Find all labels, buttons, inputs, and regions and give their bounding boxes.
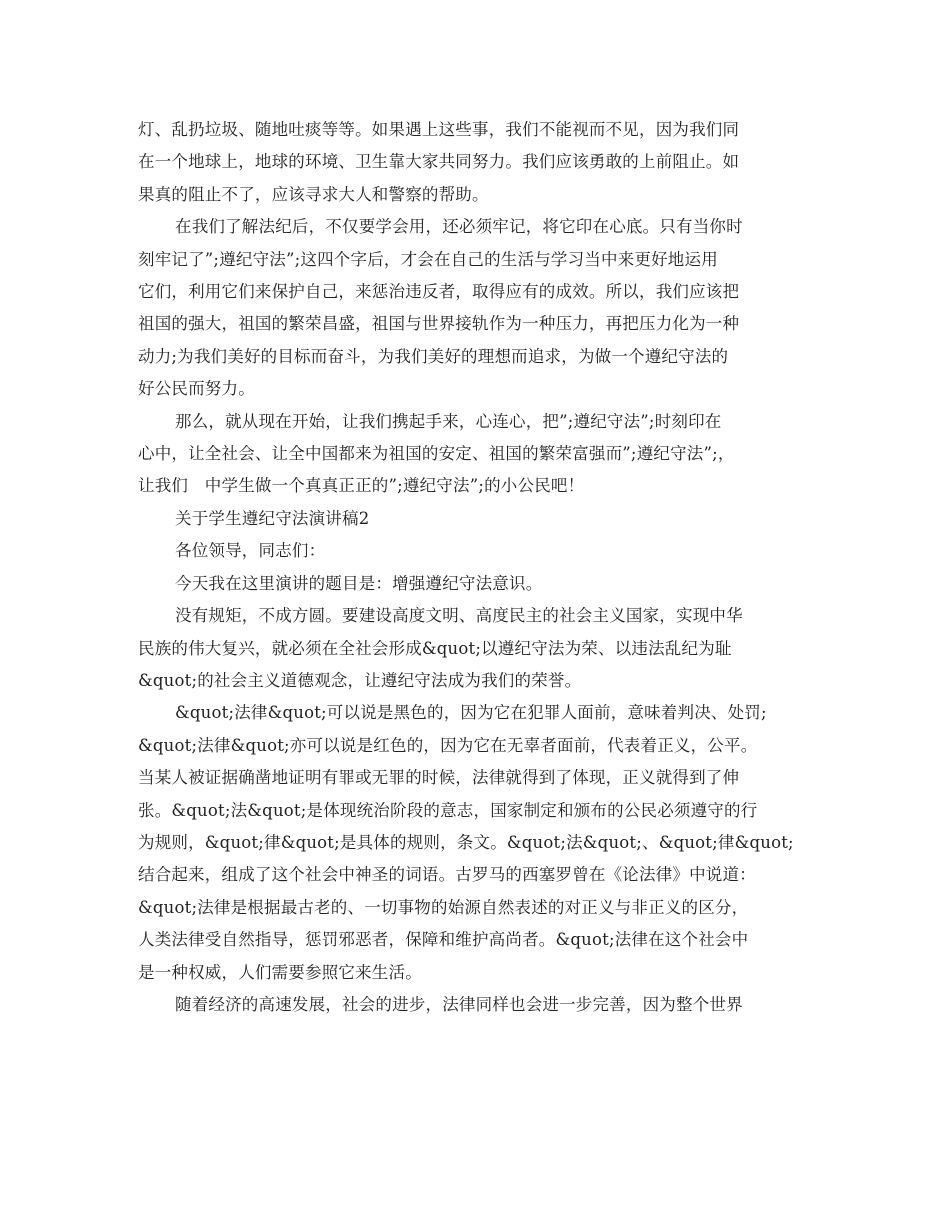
text-line: &quot;法律&quot;亦可以说是红色的，因为它在无辜者面前，代表着正义，公平。 bbox=[138, 735, 758, 755]
text-line: 灯、乱扔垃圾、随地吐痰等等。如果遇上这些事，我们不能视而不见，因为我们同 bbox=[138, 120, 740, 139]
text-line: 随着经济的高速发展，社会的进步，法律同样也会进一步完善，因为整个世界 bbox=[175, 994, 743, 1014]
text-line: 心中，让全社会、让全中国都来为祖国的安定、祖国的繁荣富强而”;遵纪守法”;， bbox=[138, 444, 735, 464]
text-line: 没有规矩，不成方圆。要建设高度文明、高度民主的社会主义国家，实现中华 bbox=[175, 606, 743, 626]
text-line: 是一种权威，人们需要参照它来生活。 bbox=[138, 962, 422, 982]
text-line: &quot;法律&quot;可以说是黑色的，因为它在犯罪人面前，意味着判决、处罚; bbox=[175, 703, 767, 723]
document-body bbox=[138, 114, 822, 1021]
text-line: 动力;为我们美好的目标而奋斗，为我们美好的理想而追求，为做一个遵纪守法的 bbox=[138, 346, 729, 366]
text-line: 它们，利用它们来保护自己，来惩治违反者，取得应有的成效。所以，我们应该把 bbox=[138, 282, 740, 302]
text-line: 各位领导，同志们： bbox=[175, 541, 326, 561]
text-line: 张。&quot;法&quot;是体现统治阶段的意志，国家制定和颁布的公民必须遵守的行 bbox=[138, 800, 758, 820]
text-line: 那么，就从现在开始，让我们携起手来，心连心，把”;遵纪守法”;时刻印在 bbox=[175, 411, 722, 431]
text-line: 让我们 中学生做一个真真正正的”;遵纪守法”;的小公民吧！ bbox=[138, 476, 585, 496]
text-line: 刻牢记了”;遵纪守法”;这四个字后，才会在自己的生活与学习当中来更好地运用 bbox=[138, 249, 718, 269]
text-line: 果真的阻止不了，应该寻求大人和警察的帮助。 bbox=[138, 184, 489, 204]
text-line: 在一个地球上，地球的环境、卫生靠大家共同努力。我们应该勇敢的上前阻止。如 bbox=[138, 152, 740, 172]
text-line: 好公民而努力。 bbox=[138, 379, 255, 399]
text-line: 民族的伟大复兴，就必须在全社会形成&quot;以遵纪守法为荣、以违法乱纪为耻 bbox=[138, 638, 732, 658]
text-line: 在我们了解法纪后，不仅要学会用，还必须牢记，将它印在心底。只有当你时 bbox=[175, 217, 743, 237]
text-line: 关于学生遵纪守法演讲稿2 bbox=[175, 508, 370, 528]
text-line: 今天我在这里演讲的题目是：增强遵纪守法意识。 bbox=[175, 573, 543, 593]
text-line: 当某人被证据确凿地证明有罪或无罪的时候，法律就得到了体现，正义就得到了伸 bbox=[138, 768, 740, 788]
text-line: &quot;法律是根据最古老的、一切事物的始源自然表述的对正义与非正义的区分， bbox=[138, 897, 749, 917]
text-line: 为规则，&quot;律&quot;是具体的规则，条文。&quot;法&quot;、&quot;律&quot; bbox=[138, 832, 794, 852]
text-line: 祖国的强大，祖国的繁荣昌盛，祖国与世界接轨作为一种压力，再把压力化为一种 bbox=[138, 314, 740, 334]
text-line: 结合起来，组成了这个社会中神圣的词语。古罗马的西塞罗曾在《论法律》中说道： bbox=[138, 865, 756, 885]
text-line: 人类法律受自然指导，惩罚邪恶者，保障和维护高尚者。&quot;法律在这个社会中 bbox=[138, 930, 749, 950]
text-line: &quot;的社会主义道德观念，让遵纪守法成为我们的荣誉。 bbox=[138, 670, 582, 690]
